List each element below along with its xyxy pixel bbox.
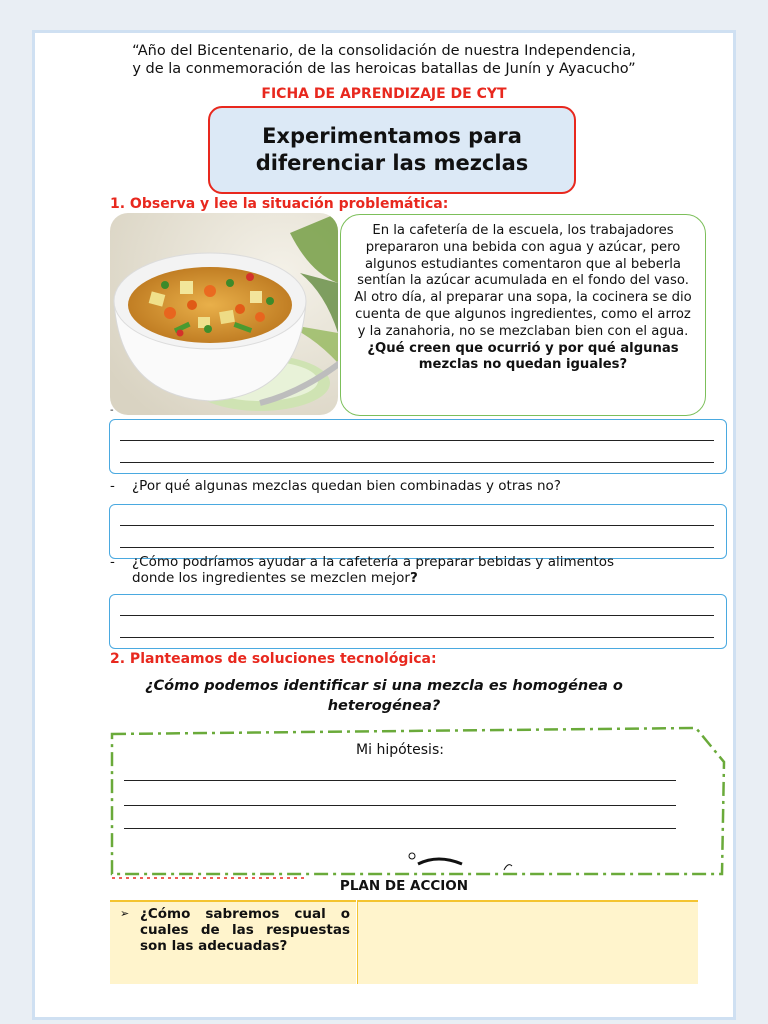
answer-box-3[interactable] — [109, 594, 727, 649]
plan-question: ¿Cómo sabremos cual o cuales de las respuestas son las adecuadas? — [140, 906, 350, 954]
section-1-heading: 1. Observa y lee la situación problemática: — [110, 196, 449, 212]
problem-situation-box — [340, 214, 706, 416]
vegetable-soup-photo — [110, 213, 338, 415]
arrow-bullet-icon: ➢ — [120, 907, 130, 920]
plan-title: PLAN DE ACCION — [339, 878, 469, 894]
worksheet-label: FICHA DE APRENDIZAJE DE CYT — [261, 86, 507, 102]
answer-box-2[interactable] — [109, 504, 727, 559]
question-2: - ¿Por qué algunas mezclas quedan bien combinadas y otras no? — [110, 478, 561, 494]
section-2-heading: 2. Planteamos de soluciones tecnológica: — [110, 651, 437, 667]
motto: “Año del Bicentenario, de la consolidación de nuestra Independencia, y de la conmemoración de las heroicas batallas de Junín y Ayacucho” — [132, 43, 636, 77]
answer-box-1[interactable] — [109, 419, 727, 474]
hypothesis-label: Mi hipótesis: — [356, 742, 444, 758]
plan-answer-cell[interactable] — [357, 900, 698, 984]
page-title: Experimentamos para diferenciar las mezclas — [208, 106, 576, 194]
question-3: - ¿Cómo podríamos ayudar a la cafetería a preparar bebidas y alimentos donde los ingredientes se mezclen mejor? — [110, 554, 615, 586]
soup-illustration — [110, 213, 338, 415]
hypothesis-line-3[interactable] — [124, 828, 676, 829]
story-question: ¿Qué creen que ocurrió y por qué algunas mezclas no quedan iguales? — [367, 340, 679, 373]
hypothesis-line-1[interactable] — [124, 780, 676, 781]
story-text: En la cafetería de la escuela, los trabajadores prepararon una bebida con agua y azúcar, pero algunos estudiantes comentaron que al beberla sentían la azúcar acumulada en el fondo del vaso. Al otro día, al preparar una sopa, la cocinera se dio cuenta de que algunos ingredientes, como el arroz y la zanahoria, no se mezclaban bien con el agua. — [354, 223, 692, 339]
plan-question-cell — [110, 900, 356, 984]
guiding-question: ¿Cómo podemos identificar si una mezcla es homogénea o heterogénea? — [145, 678, 623, 714]
hypothesis-line-2[interactable] — [124, 805, 676, 806]
question-1-dash: - — [110, 405, 114, 416]
